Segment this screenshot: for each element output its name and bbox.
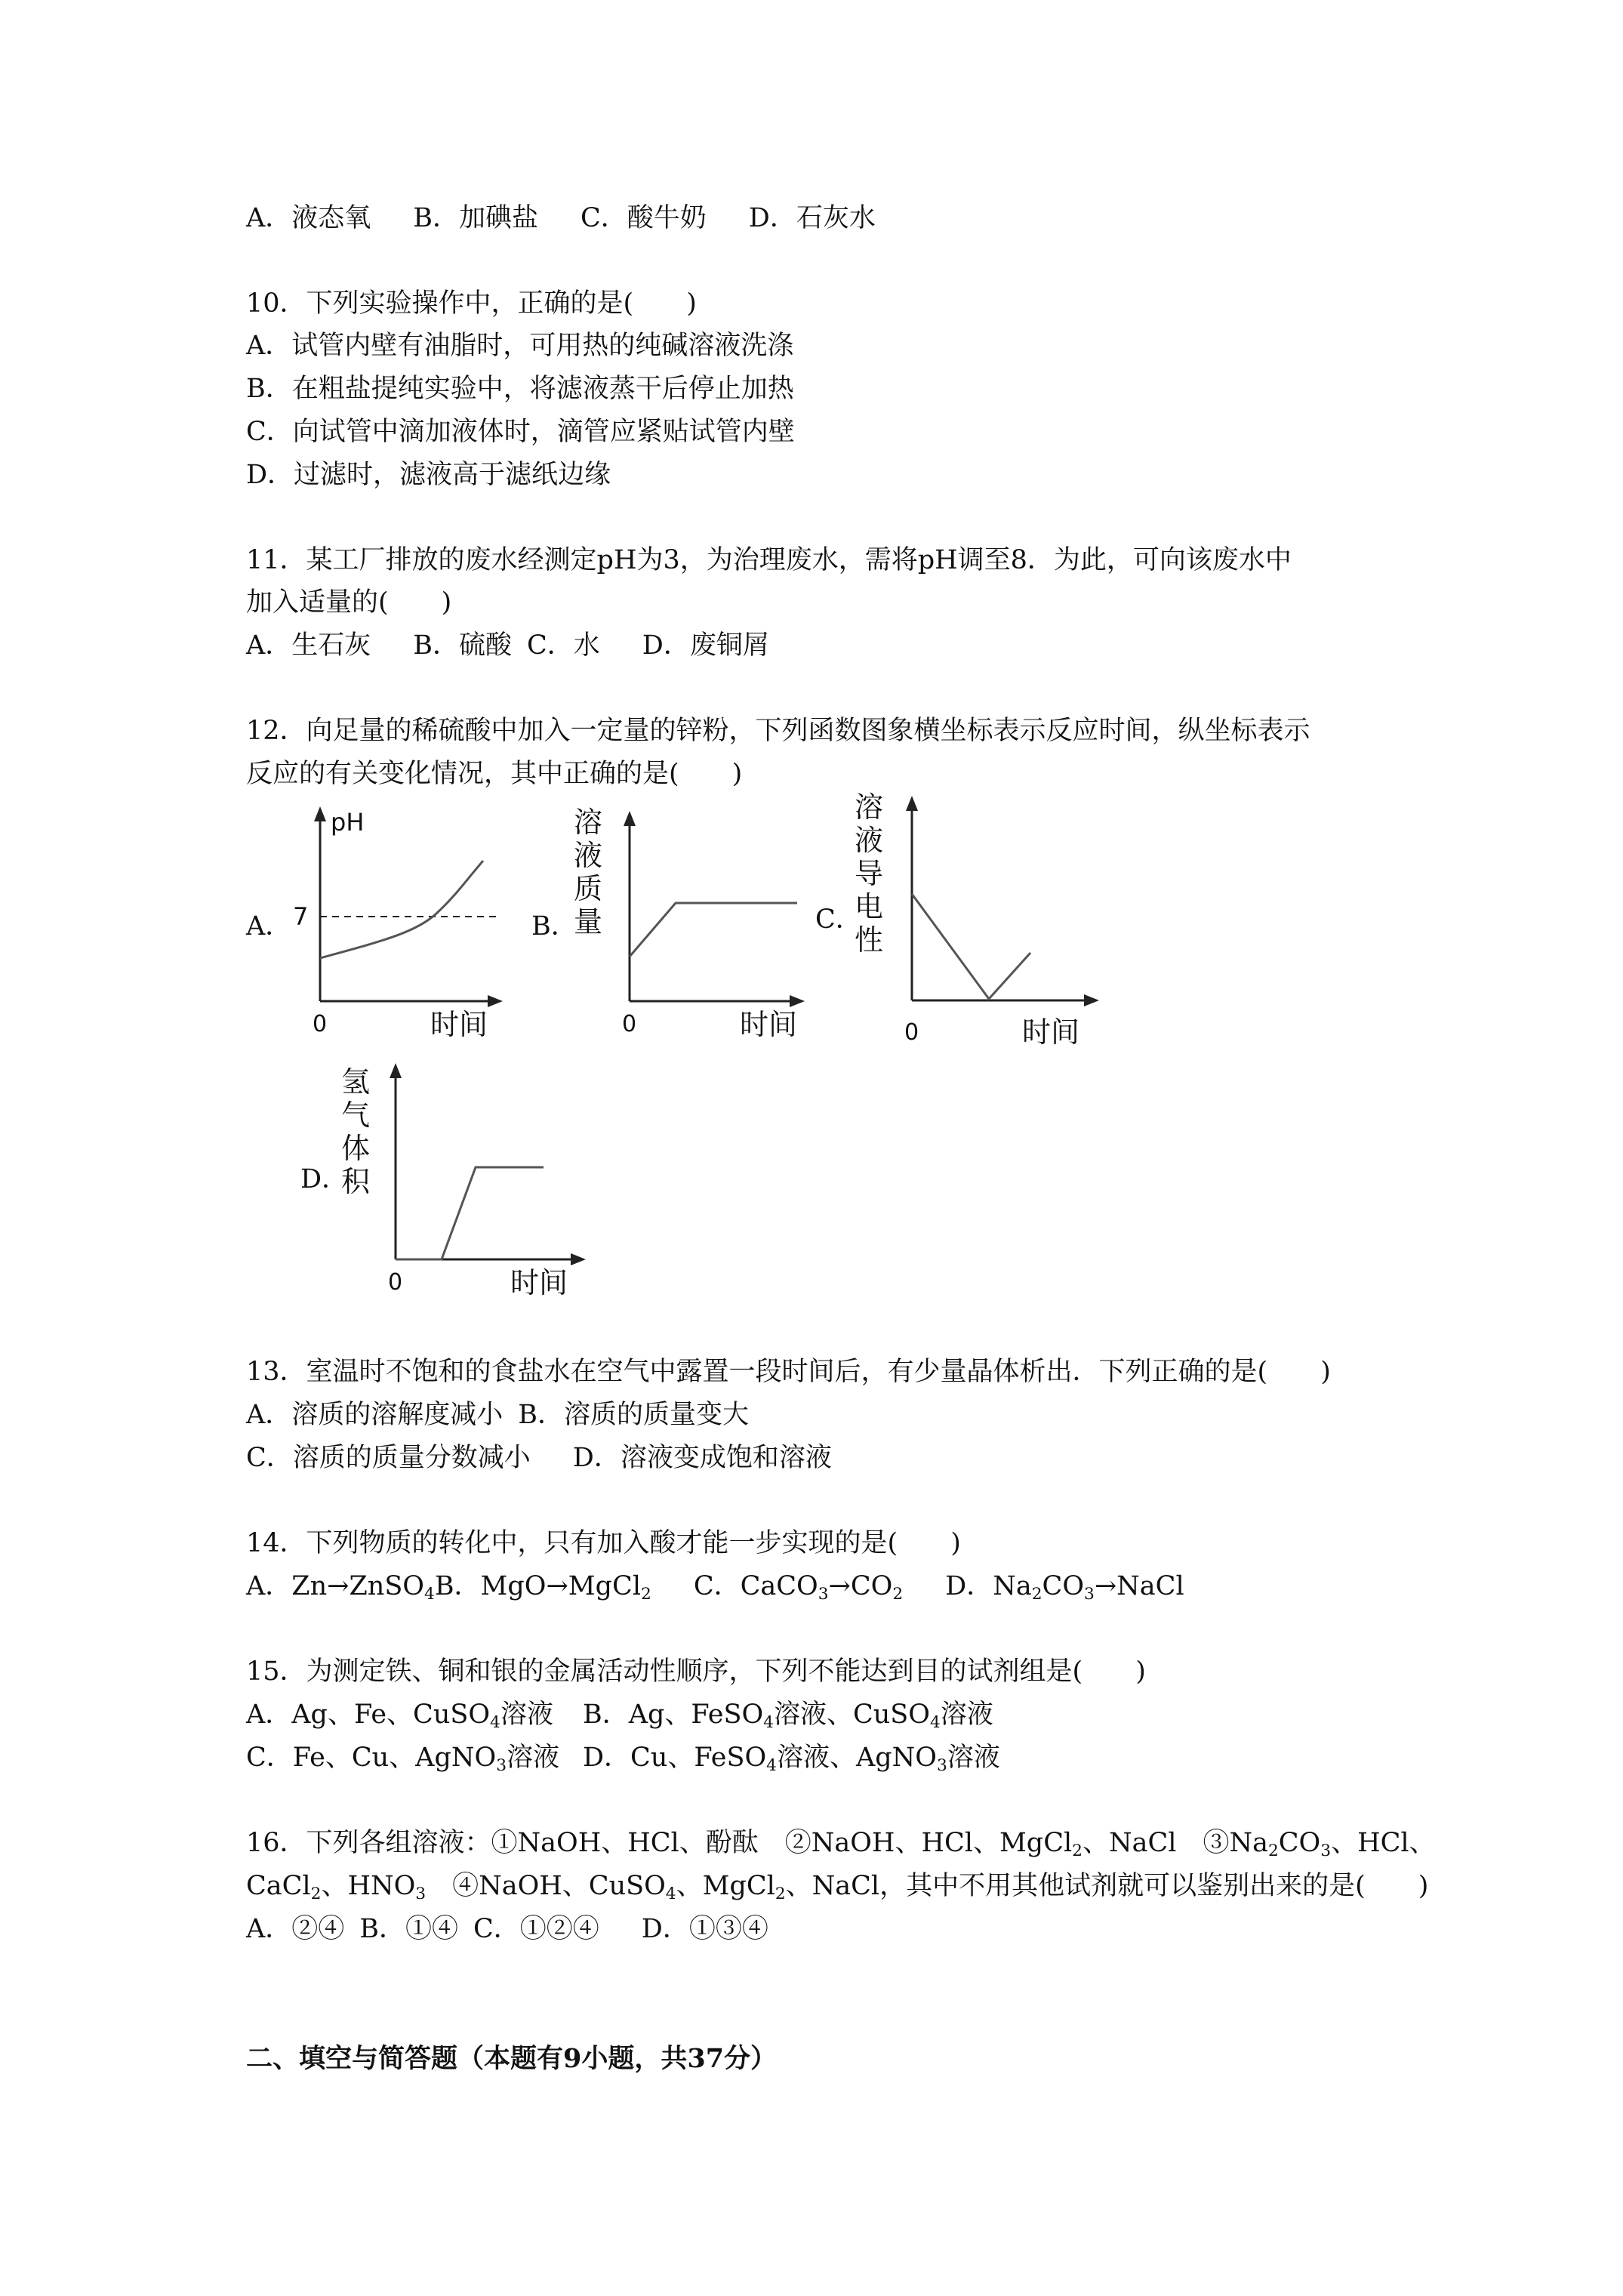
- q12-graph-b-x-arrow: [790, 995, 805, 1007]
- q12-graph-b-ylabel-char: 溶: [574, 806, 603, 839]
- q11-options: [246, 629, 769, 662]
- q12-graph-a-ylabel: pH: [331, 808, 365, 837]
- q9-option-a: A．液态氧: [246, 203, 371, 233]
- q12-stem-line2: 反应的有关变化情况，其中正确的是( ): [246, 759, 743, 789]
- q12-graph-d-ylabel-char: 气: [341, 1099, 371, 1132]
- q12-graph-a: [287, 800, 513, 1049]
- q12-graph-c-curve: [912, 894, 1030, 999]
- q10-option-c: C．向试管中滴加液体时，滴管应紧贴试管内壁: [246, 417, 795, 447]
- q12-graph-b-y-arrow: [624, 811, 636, 826]
- q12-graph-c-origin: 0: [904, 1019, 919, 1046]
- q12-graph-a-curve: [320, 861, 483, 958]
- q10-option-a: A．试管内壁有油脂时，可用热的纯碱溶液洗涤: [246, 331, 794, 361]
- q12-graph-d-label: D．: [300, 1164, 349, 1194]
- q15-option-c: C．Fe、Cu、AgNO$_3$溶液: [246, 1743, 560, 1776]
- q12-graph-c: [853, 785, 1110, 1057]
- q12-graph-c-ylabel-char: 液: [855, 824, 884, 857]
- q12-graph-a-y-arrow: [314, 806, 326, 821]
- q12-graph-b-ylabel-char: 量: [574, 905, 603, 938]
- q16-option-b: B．①④: [359, 1914, 459, 1944]
- q14-option-b: B．MgO→MgCl$_2$: [434, 1571, 651, 1604]
- q12-graph-c-ylabel-char: 性: [855, 923, 884, 957]
- q13-option-c: C．溶质的质量分数减小: [246, 1443, 531, 1473]
- q10-option-b: B．在粗盐提纯实验中，将滤液蒸干后停止加热: [246, 374, 794, 404]
- q15-options-row1: [246, 1698, 993, 1731]
- q12-graph-b-ylabel-char: 质: [574, 872, 603, 905]
- q12-graph-b-origin: 0: [622, 1011, 637, 1037]
- q11-option-b: B．硫酸: [413, 630, 513, 661]
- q16-stem-line2: CaCl$_2$、$HNO_3$ ④NaOH、CuSO$_4$、MgCl$_2$、NaCl，其中不用其他试剂就可以鉴别出来的是( ): [246, 1871, 1429, 1904]
- q14-stem: 14．下列物质的转化中，只有加入酸才能一步实现的是( ): [246, 1528, 961, 1558]
- q12-graph-c-label: C．: [815, 905, 862, 935]
- q9-option-d: D．石灰水: [748, 203, 876, 233]
- q12-graph-c-xlabel: 时间: [1022, 1015, 1080, 1049]
- q16-options: [246, 1912, 768, 1946]
- q10-stem: 10．下列实验操作中，正确的是( ): [246, 288, 697, 319]
- q13-stem: 13．室温时不饱和的食盐水在空气中露置一段时间后，有少量晶体析出．下列正确的是( ): [246, 1357, 1331, 1387]
- q12-graph-d-x-arrow: [571, 1253, 586, 1265]
- q16-option-c: C．①②④: [473, 1914, 599, 1944]
- q12-graph-a-origin: 0: [313, 1011, 328, 1037]
- q12-graph-a-x-arrow: [488, 995, 503, 1007]
- q13-options-row1: [246, 1398, 749, 1432]
- q15-stem: 15．为测定铁、铜和银的金属活动性顺序，下列不能达到目的试剂组是( ): [246, 1657, 1146, 1687]
- q9-options: [246, 202, 876, 235]
- q12-graph-a-ref-label: 7: [293, 902, 309, 931]
- q12-graph-a-xlabel: 时间: [430, 1008, 488, 1041]
- q12-graph-c-ylabel: [855, 791, 883, 957]
- q12-graph-d-ylabel: [341, 1065, 371, 1198]
- q15-option-b: B．Ag、FeSO$_4$溶液、CuSO$_4$溶液: [583, 1700, 993, 1733]
- q10-option-d: D．过滤时，滤液高于滤纸边缘: [246, 460, 611, 490]
- q14-option-d: D．$Na_2CO_3\to NaCl$: [945, 1571, 1184, 1604]
- q12-graph-c-ylabel-char: 导: [855, 857, 884, 890]
- q14-option-c: C．$CaCO_3\to CO_2$: [693, 1571, 904, 1604]
- q15-option-a: A．Ag、Fe、CuSO$_4$溶液: [246, 1700, 553, 1733]
- q16-option-d: D．①③④: [641, 1914, 768, 1944]
- q12-graph-b: [574, 800, 815, 1049]
- q12-graph-d-ylabel-char: 氢: [341, 1065, 371, 1099]
- q13-options-row2: [246, 1441, 832, 1475]
- q12-graph-d-xlabel: 时间: [510, 1266, 568, 1299]
- q12-graph-d-curve: [396, 1167, 544, 1259]
- q12-graph-b-label: B．: [531, 911, 577, 942]
- section-2-heading: 二、填空与简答题（本题有9小题，共37分）: [246, 2043, 778, 2074]
- q12-graph-c-x-arrow: [1084, 994, 1099, 1006]
- q11-option-a: A．生石灰: [246, 630, 371, 661]
- q11-stem-line1: 11．某工厂排放的废水经测定pH为3，为治理废水，需将pH调至8．为此，可向该废水中: [246, 545, 1292, 575]
- q13-option-a: A．溶质的溶解度减小: [246, 1400, 504, 1430]
- q16-stem-line1: 16．下列各组溶液：①NaOH、HCl、酚酞 ②NaOH、HCl、MgCl$_2$、NaCl $③Na_2CO_3$、HCl、: [246, 1828, 1436, 1861]
- q13-option-d: D．溶液变成饱和溶液: [572, 1443, 832, 1473]
- q12-graph-c-ylabel-char: 电: [855, 890, 884, 923]
- q12-graph-c-ylabel-char: 溶: [855, 791, 884, 824]
- q12-stem-line1: 12．向足量的稀硫酸中加入一定量的锌粉，下列函数图象横坐标表示反应时间，纵坐标表示: [246, 716, 1310, 746]
- q14-option-a: A．Zn→ZnSO$_4$: [246, 1571, 435, 1604]
- q12-graph-d-ylabel-char: 体: [341, 1132, 371, 1165]
- q12-graph-d: [340, 1049, 596, 1306]
- q12-graph-a-label: A．: [246, 911, 292, 942]
- q12-graph-b-ylabel-char: 液: [574, 839, 603, 872]
- q11-stem-line2: 加入适量的( ): [246, 587, 452, 618]
- q9-option-b: B．加碘盐: [413, 203, 539, 233]
- q12-graph-d-y-arrow: [390, 1063, 402, 1078]
- q15-options-row2: [246, 1741, 1000, 1774]
- q12-graph-b-curve: [630, 903, 797, 957]
- q14-options: [246, 1570, 1184, 1603]
- q16-option-a: A．②④: [246, 1914, 345, 1944]
- q12-graph-d-ylabel-char: 积: [341, 1165, 371, 1198]
- q9-option-c: C．酸牛奶: [581, 203, 707, 233]
- q12-graph-d-origin: 0: [388, 1269, 403, 1296]
- q13-option-b: B．溶质的质量变大: [518, 1400, 750, 1430]
- q11-option-c: C．水: [527, 630, 600, 661]
- q12-graph-b-xlabel: 时间: [740, 1008, 798, 1041]
- q15-option-d: D．Cu、FeSO$_4$溶液、AgNO$_3$溶液: [583, 1743, 1000, 1776]
- q11-option-d: D．废铜屑: [642, 630, 769, 661]
- q12-graph-c-y-arrow: [906, 796, 918, 811]
- q12-graph-b-ylabel: [574, 806, 602, 938]
